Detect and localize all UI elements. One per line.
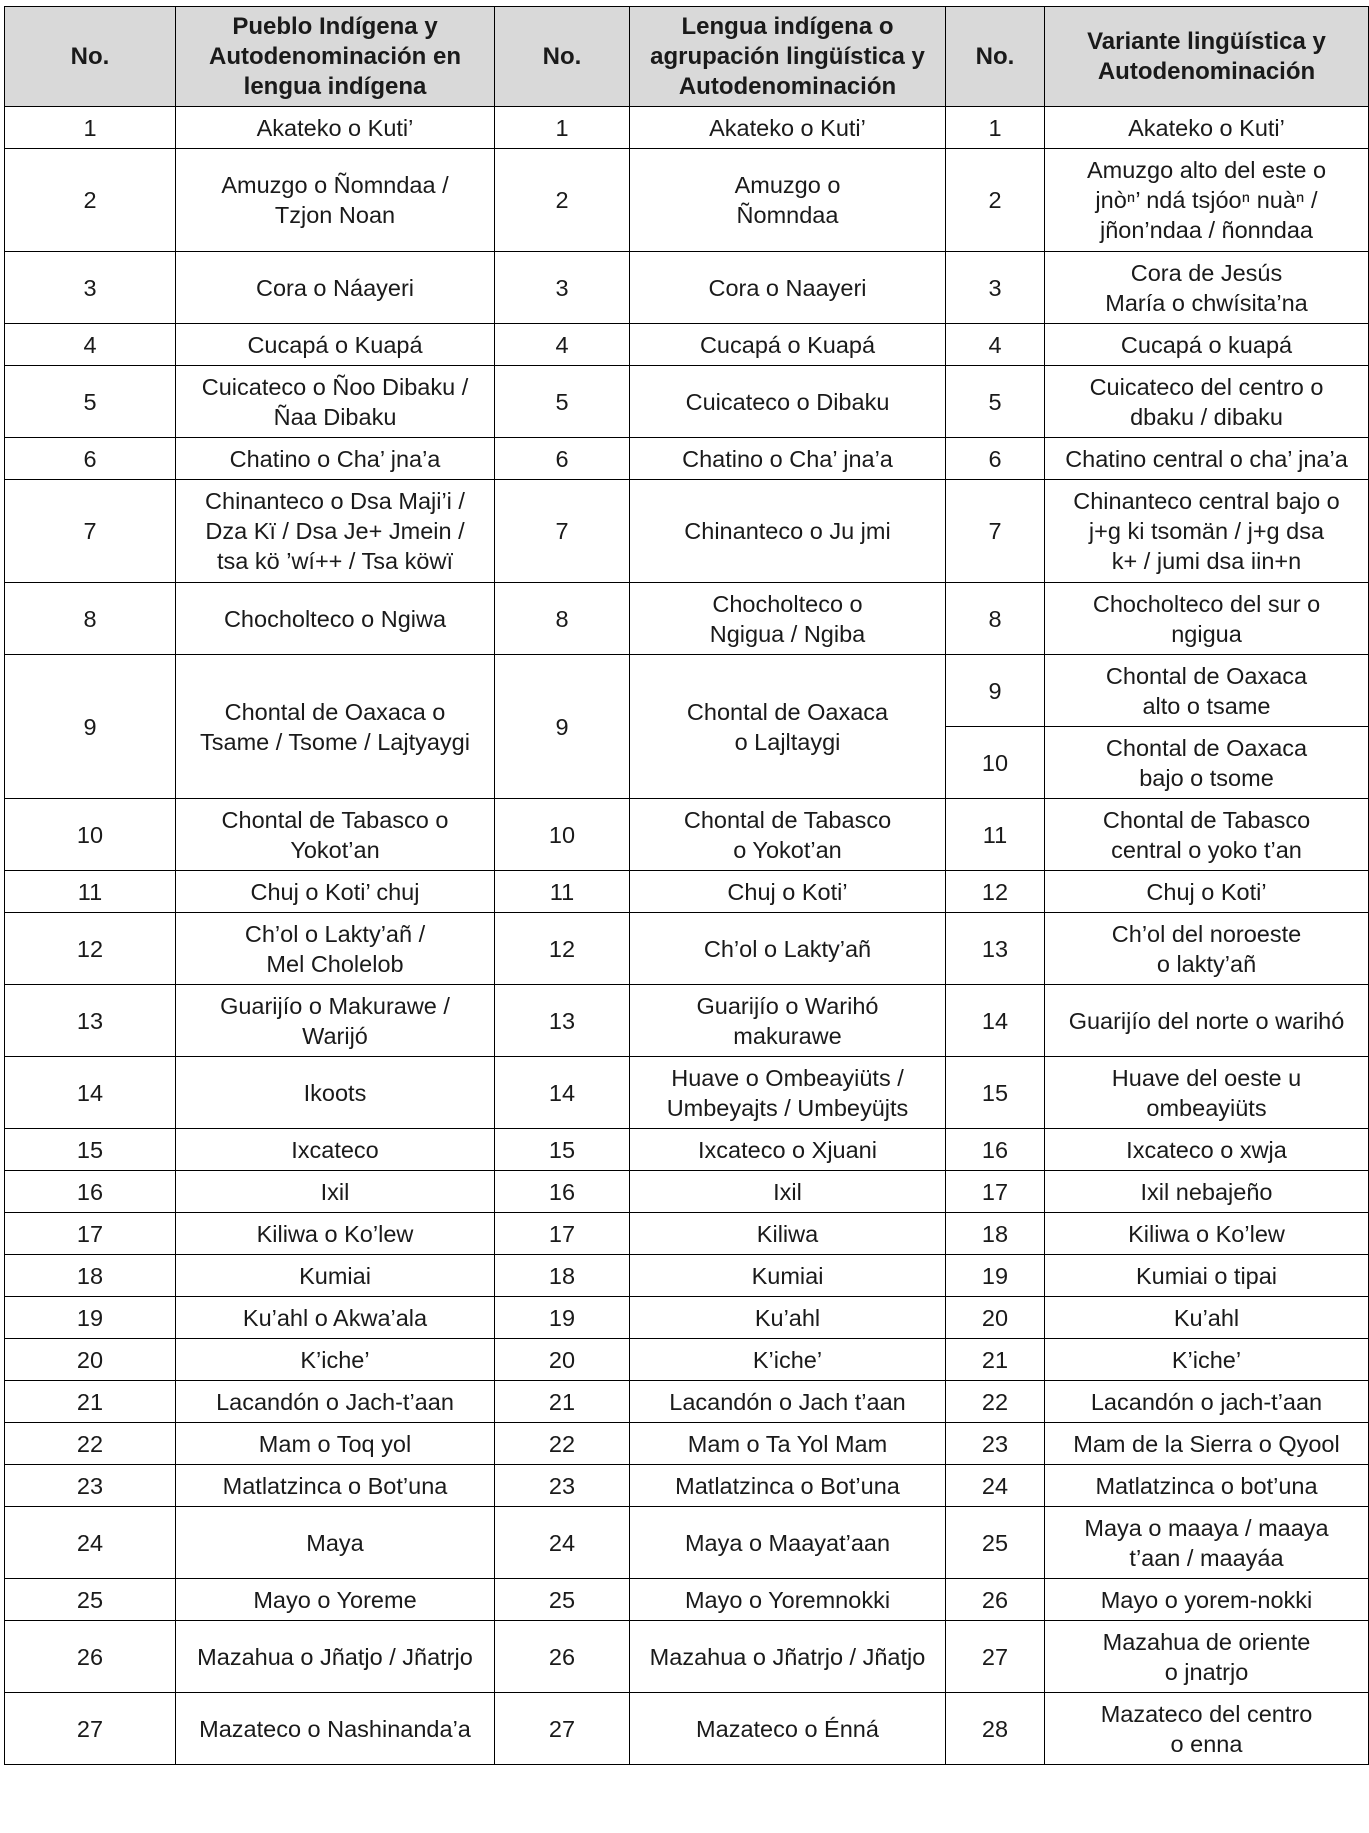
cell-variante: Ixcateco o xwja — [1045, 1129, 1369, 1171]
cell-pueblo: Ixcateco — [176, 1129, 495, 1171]
cell-no: 24 — [495, 1507, 630, 1579]
cell-variante: Mazateco del centro o enna — [1045, 1693, 1369, 1765]
cell-lengua: Chuj o Koti’ — [630, 871, 946, 913]
cell-pueblo: Cuicateco o Ñoo Dibaku / Ñaa Dibaku — [176, 366, 495, 438]
cell-pueblo: Chocholteco o Ngiwa — [176, 583, 495, 655]
cell-no: 3 — [946, 252, 1045, 324]
cell-pueblo: Cora o Náayeri — [176, 252, 495, 324]
cell-variante: Chocholteco del sur o ngigua — [1045, 583, 1369, 655]
cell-pueblo: Chuj o Koti’ chuj — [176, 871, 495, 913]
cell-no: 24 — [946, 1465, 1045, 1507]
cell-variante: Mazahua de oriente o jnatrjo — [1045, 1621, 1369, 1693]
cell-lengua: Mazahua o Jñatrjo / Jñatjo — [630, 1621, 946, 1693]
cell-no: 11 — [495, 871, 630, 913]
table-row — [5, 1621, 1369, 1693]
table-row — [5, 366, 1369, 438]
cell-lengua: Akateko o Kuti’ — [630, 107, 946, 149]
cell-lengua: Ch’ol o Lakty’añ — [630, 913, 946, 985]
cell-pueblo: Mayo o Yoreme — [176, 1579, 495, 1621]
cell-no: 21 — [946, 1339, 1045, 1381]
cell-variante: Maya o maaya / maaya t’aan / maayáa — [1045, 1507, 1369, 1579]
cell-no: 2 — [495, 149, 630, 252]
cell-no: 24 — [5, 1507, 176, 1579]
cell-variante: Ch’ol del noroeste o lakty’añ — [1045, 913, 1369, 985]
cell-no: 6 — [946, 438, 1045, 480]
cell-variante: Chontal de Tabasco central o yoko t’an — [1045, 799, 1369, 871]
cell-variante: Cora de Jesús María o chwísita’na — [1045, 252, 1369, 324]
cell-no: 23 — [495, 1465, 630, 1507]
cell-no: 7 — [5, 480, 176, 583]
table-row — [5, 655, 1369, 727]
cell-no: 25 — [495, 1579, 630, 1621]
cell-no: 26 — [946, 1579, 1045, 1621]
cell-variante: Akateko o Kuti’ — [1045, 107, 1369, 149]
cell-no: 10 — [946, 727, 1045, 799]
cell-pueblo: Akateko o Kuti’ — [176, 107, 495, 149]
cell-lengua: Mam o Ta Yol Mam — [630, 1423, 946, 1465]
cell-variante: Guarijío del norte o warihó — [1045, 985, 1369, 1057]
cell-lengua: Lacandón o Jach t’aan — [630, 1381, 946, 1423]
cell-no: 27 — [5, 1693, 176, 1765]
table-row — [5, 1297, 1369, 1339]
cell-pueblo: Mazateco o Nashinanda’a — [176, 1693, 495, 1765]
cell-no: 5 — [5, 366, 176, 438]
cell-no: 3 — [495, 252, 630, 324]
cell-variante: Chontal de Oaxaca alto o tsame — [1045, 655, 1369, 727]
cell-no: 14 — [495, 1057, 630, 1129]
cell-lengua: Chatino o Cha’ jna’a — [630, 438, 946, 480]
indigenous-languages-table — [4, 6, 1369, 1765]
cell-no: 18 — [5, 1255, 176, 1297]
cell-lengua: Ixil — [630, 1171, 946, 1213]
cell-no: 11 — [5, 871, 176, 913]
table-row — [5, 871, 1369, 913]
cell-no: 18 — [495, 1255, 630, 1297]
cell-lengua: Maya o Maayat’aan — [630, 1507, 946, 1579]
cell-pueblo: Kiliwa o Ko’lew — [176, 1213, 495, 1255]
cell-pueblo: Mazahua o Jñatjo / Jñatrjo — [176, 1621, 495, 1693]
cell-no: 4 — [946, 324, 1045, 366]
cell-pueblo: Chatino o Cha’ jna’a — [176, 438, 495, 480]
cell-no: 13 — [946, 913, 1045, 985]
table-row — [5, 583, 1369, 655]
header-no-2: No. — [495, 7, 630, 107]
cell-no: 21 — [5, 1381, 176, 1423]
cell-no: 14 — [946, 985, 1045, 1057]
cell-variante: Ixil nebajeño — [1045, 1171, 1369, 1213]
cell-no: 16 — [946, 1129, 1045, 1171]
table-row — [5, 1171, 1369, 1213]
table-row — [5, 252, 1369, 324]
cell-pueblo: Maya — [176, 1507, 495, 1579]
cell-no: 2 — [946, 149, 1045, 252]
cell-variante: Kumiai o tipai — [1045, 1255, 1369, 1297]
cell-no: 25 — [5, 1579, 176, 1621]
table-row — [5, 1255, 1369, 1297]
cell-no: 7 — [495, 480, 630, 583]
cell-no: 26 — [495, 1621, 630, 1693]
table-row — [5, 149, 1369, 252]
cell-no: 22 — [946, 1381, 1045, 1423]
cell-no: 27 — [495, 1693, 630, 1765]
cell-no: 23 — [946, 1423, 1045, 1465]
cell-pueblo: Mam o Toq yol — [176, 1423, 495, 1465]
cell-lengua: Chontal de Tabasco o Yokot’an — [630, 799, 946, 871]
header-row — [5, 7, 1369, 107]
cell-variante: Cuicateco del centro o dbaku / dibaku — [1045, 366, 1369, 438]
table-row — [5, 1213, 1369, 1255]
cell-variante: K’iche’ — [1045, 1339, 1369, 1381]
cell-no: 8 — [5, 583, 176, 655]
cell-no: 17 — [946, 1171, 1045, 1213]
table-row — [5, 1507, 1369, 1579]
cell-no: 19 — [495, 1297, 630, 1339]
cell-lengua: Ku’ahl — [630, 1297, 946, 1339]
cell-lengua: Chontal de Oaxaca o Lajltaygi — [630, 655, 946, 799]
cell-no: 8 — [946, 583, 1045, 655]
cell-no: 5 — [946, 366, 1045, 438]
cell-pueblo: Ixil — [176, 1171, 495, 1213]
cell-lengua: Mayo o Yoremnokki — [630, 1579, 946, 1621]
header-no-1: No. — [5, 7, 176, 107]
cell-no: 27 — [946, 1621, 1045, 1693]
table-row — [5, 985, 1369, 1057]
cell-no: 25 — [946, 1507, 1045, 1579]
cell-pueblo: Cucapá o Kuapá — [176, 324, 495, 366]
cell-lengua: Ixcateco o Xjuani — [630, 1129, 946, 1171]
cell-variante: Kiliwa o Ko’lew — [1045, 1213, 1369, 1255]
cell-pueblo: Matlatzinca o Bot’una — [176, 1465, 495, 1507]
cell-variante: Amuzgo alto del este o jnòⁿ’ ndá tsjóoⁿ nuàⁿ / jñon’ndaa / ñonndaa — [1045, 149, 1369, 252]
cell-no: 12 — [495, 913, 630, 985]
cell-no: 3 — [5, 252, 176, 324]
cell-lengua: Chocholteco o Ngigua / Ngiba — [630, 583, 946, 655]
cell-no: 28 — [946, 1693, 1045, 1765]
cell-variante: Chuj o Koti’ — [1045, 871, 1369, 913]
cell-variante: Chontal de Oaxaca bajo o tsome — [1045, 727, 1369, 799]
cell-no: 1 — [946, 107, 1045, 149]
cell-no: 14 — [5, 1057, 176, 1129]
header-lengua: Lengua indígena o agrupación lingüística y Autodenominación — [630, 7, 946, 107]
cell-pueblo: K’iche’ — [176, 1339, 495, 1381]
cell-no: 16 — [495, 1171, 630, 1213]
cell-variante: Huave del oeste u ombeayiüts — [1045, 1057, 1369, 1129]
cell-pueblo: Chontal de Oaxaca o Tsame / Tsome / Lajtyaygi — [176, 655, 495, 799]
table-row — [5, 438, 1369, 480]
cell-no: 15 — [495, 1129, 630, 1171]
cell-pueblo: Guarijío o Makurawe / Warijó — [176, 985, 495, 1057]
cell-variante: Mayo o yorem-nokki — [1045, 1579, 1369, 1621]
cell-variante: Chinanteco central bajo o j+g ki tsomän / j+g dsa k+ / jumi dsa iin+n — [1045, 480, 1369, 583]
cell-variante: Chatino central o cha’ jna’a — [1045, 438, 1369, 480]
cell-no: 20 — [5, 1339, 176, 1381]
cell-pueblo: Lacandón o Jach-t’aan — [176, 1381, 495, 1423]
cell-no: 9 — [5, 655, 176, 799]
cell-no: 11 — [946, 799, 1045, 871]
cell-no: 15 — [946, 1057, 1045, 1129]
cell-no: 1 — [495, 107, 630, 149]
cell-no: 4 — [495, 324, 630, 366]
cell-lengua: Cucapá o Kuapá — [630, 324, 946, 366]
table-row — [5, 913, 1369, 985]
cell-no: 17 — [495, 1213, 630, 1255]
cell-no: 6 — [495, 438, 630, 480]
cell-no: 23 — [5, 1465, 176, 1507]
cell-no: 12 — [5, 913, 176, 985]
cell-no: 5 — [495, 366, 630, 438]
cell-no: 9 — [946, 655, 1045, 727]
cell-no: 6 — [5, 438, 176, 480]
cell-no: 17 — [5, 1213, 176, 1255]
table-row — [5, 1579, 1369, 1621]
cell-lengua: Kumiai — [630, 1255, 946, 1297]
cell-pueblo: Kumiai — [176, 1255, 495, 1297]
header-no-3: No. — [946, 7, 1045, 107]
table-row — [5, 324, 1369, 366]
cell-lengua: Huave o Ombeayiüts / Umbeyajts / Umbeyüjts — [630, 1057, 946, 1129]
cell-no: 19 — [5, 1297, 176, 1339]
cell-pueblo: Amuzgo o Ñomndaa / Tzjon Noan — [176, 149, 495, 252]
cell-no: 4 — [5, 324, 176, 366]
cell-no: 8 — [495, 583, 630, 655]
cell-lengua: Cora o Naayeri — [630, 252, 946, 324]
cell-no: 9 — [495, 655, 630, 799]
table-row — [5, 1057, 1369, 1129]
cell-lengua: Mazateco o Énná — [630, 1693, 946, 1765]
cell-no: 13 — [5, 985, 176, 1057]
header-variante: Variante lingüística y Autodenominación — [1045, 7, 1369, 107]
cell-no: 10 — [495, 799, 630, 871]
cell-lengua: Guarijío o Warihó makurawe — [630, 985, 946, 1057]
table-row — [5, 1129, 1369, 1171]
cell-no: 15 — [5, 1129, 176, 1171]
table-row — [5, 480, 1369, 583]
cell-variante: Mam de la Sierra o Qyool — [1045, 1423, 1369, 1465]
cell-pueblo: Chinanteco o Dsa Maji’i / Dza Kï / Dsa Je+ Jmein / tsa kö ’wí++ / Tsa köwï — [176, 480, 495, 583]
cell-lengua: Chinanteco o Ju jmi — [630, 480, 946, 583]
cell-no: 20 — [495, 1339, 630, 1381]
cell-pueblo: Ku’ahl o Akwa’ala — [176, 1297, 495, 1339]
cell-variante: Lacandón o jach-t’aan — [1045, 1381, 1369, 1423]
cell-no: 26 — [5, 1621, 176, 1693]
cell-no: 22 — [5, 1423, 176, 1465]
cell-no: 21 — [495, 1381, 630, 1423]
cell-no: 1 — [5, 107, 176, 149]
header-pueblo: Pueblo Indígena y Autodenominación en lengua indígena — [176, 7, 495, 107]
cell-lengua: Amuzgo o Ñomndaa — [630, 149, 946, 252]
cell-no: 13 — [495, 985, 630, 1057]
cell-pueblo: Ikoots — [176, 1057, 495, 1129]
table-row — [5, 799, 1369, 871]
page — [4, 6, 1369, 1765]
cell-no: 20 — [946, 1297, 1045, 1339]
cell-no: 19 — [946, 1255, 1045, 1297]
table-row — [5, 1693, 1369, 1765]
cell-no: 18 — [946, 1213, 1045, 1255]
cell-pueblo: Chontal de Tabasco o Yokot’an — [176, 799, 495, 871]
cell-no: 7 — [946, 480, 1045, 583]
cell-lengua: Kiliwa — [630, 1213, 946, 1255]
table-row — [5, 1423, 1369, 1465]
table-row — [5, 1381, 1369, 1423]
table-row — [5, 1465, 1369, 1507]
cell-no: 12 — [946, 871, 1045, 913]
cell-no: 2 — [5, 149, 176, 252]
cell-no: 22 — [495, 1423, 630, 1465]
cell-no: 16 — [5, 1171, 176, 1213]
cell-lengua: Matlatzinca o Bot’una — [630, 1465, 946, 1507]
table-row — [5, 107, 1369, 149]
cell-no: 10 — [5, 799, 176, 871]
table-row — [5, 1339, 1369, 1381]
cell-variante: Cucapá o kuapá — [1045, 324, 1369, 366]
cell-pueblo: Ch’ol o Lakty’añ / Mel Cholelob — [176, 913, 495, 985]
cell-variante: Ku’ahl — [1045, 1297, 1369, 1339]
cell-variante: Matlatzinca o bot’una — [1045, 1465, 1369, 1507]
cell-lengua: Cuicateco o Dibaku — [630, 366, 946, 438]
cell-lengua: K’iche’ — [630, 1339, 946, 1381]
